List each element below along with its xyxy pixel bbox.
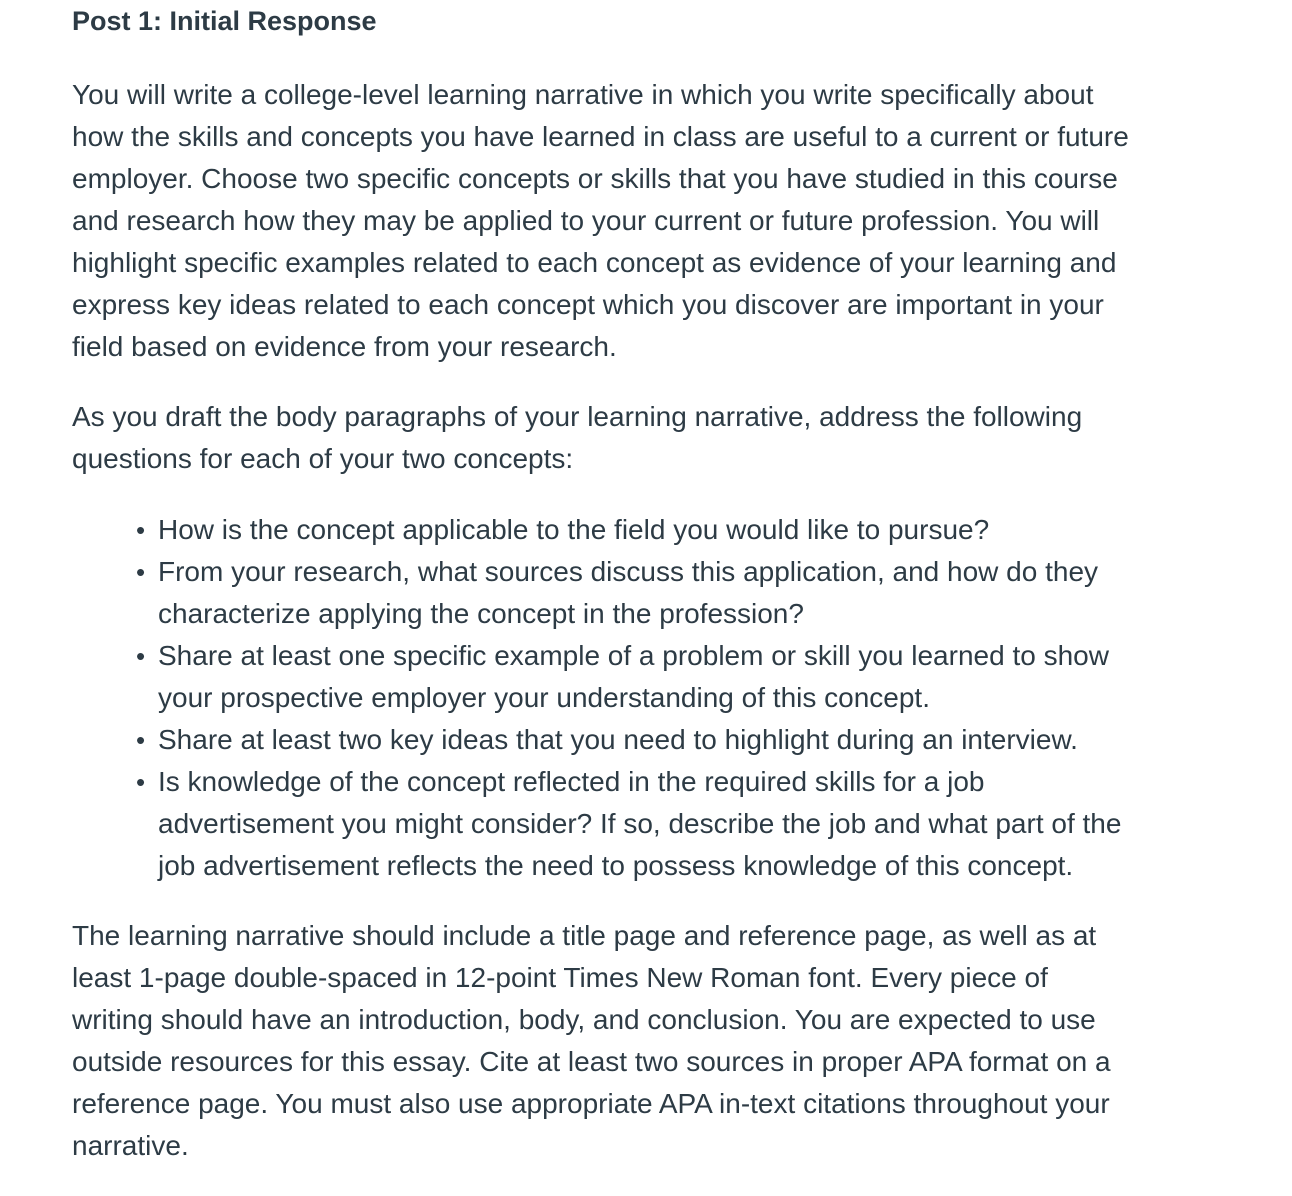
bullet-icon: • (136, 725, 146, 755)
post-heading: Post 1: Initial Response (72, 6, 377, 36)
intro-paragraph: You will write a college-level learning narrative in which you write specifically about how the skills and concepts you have learned in class are useful to a current or future employer. Choose two specific concepts or skills that you have studied in this course and research how they may be applied to your current or future profession. You will highlight specific examples related to each concept as evidence of your learning and express key ideas related to each concept which you discover are important in your field based on evidence from your research. (72, 79, 1129, 362)
list-item-text: Share at least one specific example of a problem or skill you learned to show your prospective employer your understanding of this concept. (158, 640, 1109, 713)
questions-list (72, 509, 1132, 887)
questions-lead-paragraph: As you draft the body paragraphs of your learning narrative, address the following questions for each of your two concepts: (72, 401, 1083, 474)
list-item-text: Share at least two key ideas that you need to highlight during an interview. (158, 724, 1078, 755)
list-item (136, 551, 1132, 635)
list-item-text: From your research, what sources discuss this application, and how do they characterize applying the concept in the profession? (158, 556, 1099, 629)
list-item (136, 509, 1132, 551)
bullet-icon: • (136, 641, 146, 671)
bullet-icon: • (136, 557, 146, 587)
list-item (136, 719, 1132, 761)
list-item (136, 761, 1132, 887)
list-item (136, 635, 1132, 719)
requirements-paragraph: The learning narrative should include a title page and reference page, as well as at least 1-page double-spaced in 12-point Times New Roman font. Every piece of writing should have an introduction, body, and conclusion. You are expected to use outside resources for this essay. Cite at least two sources in proper APA format on a reference page. You must also use appropriate APA in-text citations throughout your narrative. (72, 920, 1111, 1161)
list-item-text: Is knowledge of the concept reflected in the required skills for a job advertisement you might consider? If so, describe the job and what part of the job advertisement reflects the need to possess knowledge of this concept. (158, 766, 1122, 881)
bullet-icon: • (136, 515, 146, 545)
bullet-icon: • (136, 767, 146, 797)
list-item-text: How is the concept applicable to the field you would like to pursue? (158, 514, 990, 545)
assignment-content (72, 0, 1132, 1167)
